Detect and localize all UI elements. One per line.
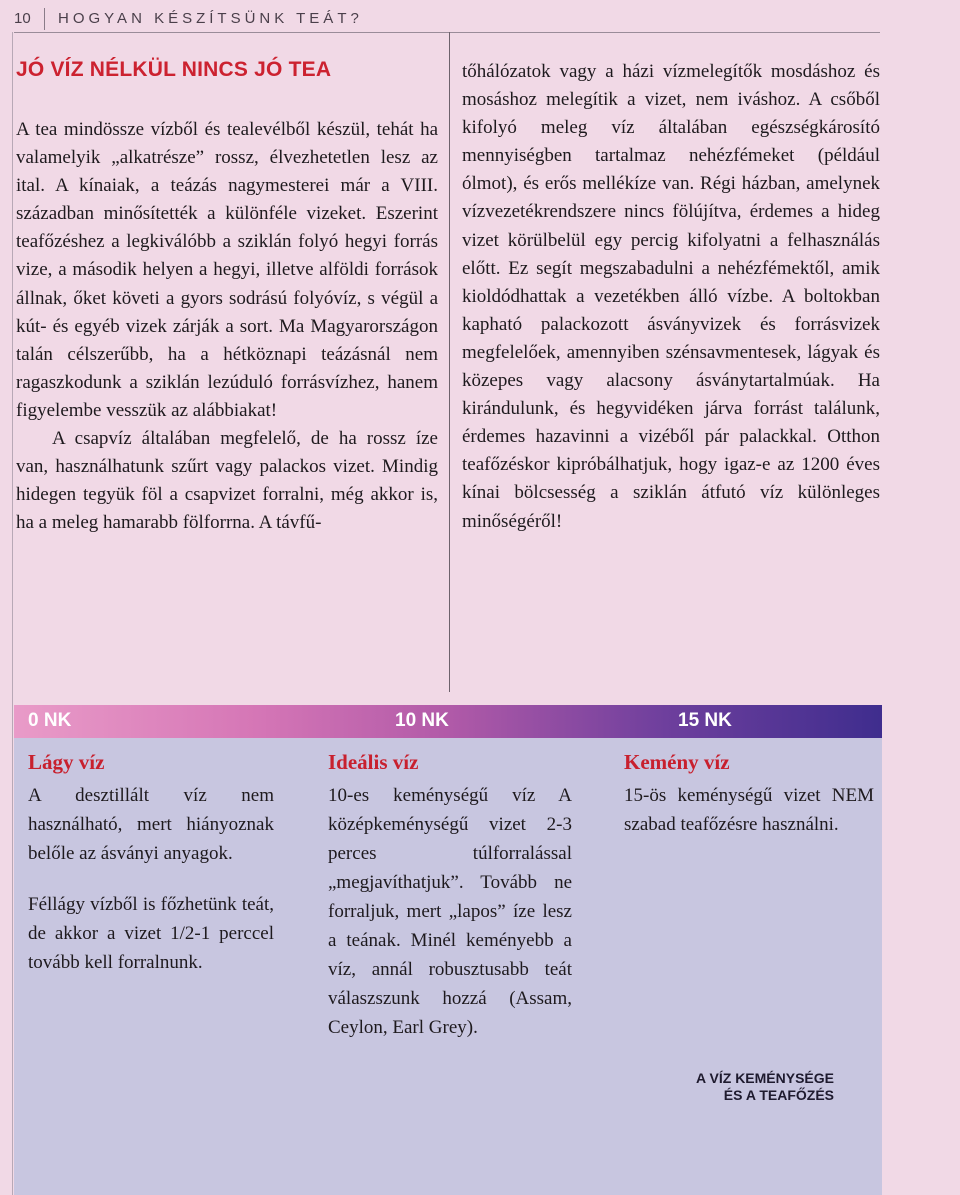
soft-water-text-1: A desztillált víz nem használható, mert hiányoznak belőle az ásványi anyagok. bbox=[28, 785, 274, 864]
margin-line bbox=[12, 32, 13, 1195]
hardness-scale-bar bbox=[14, 705, 882, 738]
left-paragraph-2: A csapvíz általában megfelelő, de ha rossz íze van, használhatunk szűrt vagy palackos vizet. Mindig hidegen tegyük föl a csapvizet forralni, még akkor is, ha a meleg hamarabb fölforrna. A távfű- bbox=[16, 428, 438, 534]
caption-line-2: ÉS A TEAFŐZÉS bbox=[723, 1087, 834, 1103]
left-column bbox=[16, 116, 438, 537]
soft-water-text-2: Féllágy vízből is főzhetünk teát, de akkor a vizet 1/2-1 perccel tovább kell forralnunk. bbox=[28, 894, 274, 973]
scale-label-10: 10 NK bbox=[395, 710, 449, 731]
soft-water-column bbox=[28, 748, 274, 977]
ideal-water-title: Ideális víz bbox=[328, 750, 419, 774]
right-paragraph: tőhálózatok vagy a házi vízmelegítők mosdáshoz és mosáshoz melegítik a vizet, nem iváshoz. A csőből kifolyó meleg víz általában egészségkárosító mennyiségben tartalmaz nehézfémeket (például ólmot), és erős mellékíze van. Régi házban, amelynek vízvezetékrendszere nincs fölújítva, érdemes a hideg vizet körülbelül egy percig kifolyatni a felhasználás előtt. Ez segít megszabadulni a nehézfémektől, amik kioldódhattak a vezetékben álló vízbe. A boltokban kapható palackozott ásványvizek és forrásvizek megfelelőek, amennyiben szénsavmentesek, lágyak és közepes vagy alacsony ásványtartalmúak. Ha kirándulunk, és hegyvidéken járva forrást találunk, érdemes hazavinni a vizéből pár palackkal. Otthon teafőzéskor kipróbálhatjuk, hogy igaz-e az 1200 éves kínai bölcsesség a sziklán átfutó víz különleges minőségéről! bbox=[462, 61, 880, 532]
column-divider bbox=[449, 32, 450, 692]
soft-water-title: Lágy víz bbox=[28, 750, 105, 774]
scale-label-15: 15 NK bbox=[678, 710, 732, 731]
section-title: HOGYAN KÉSZÍTSÜNK TEÁT? bbox=[58, 10, 363, 27]
scale-label-0: 0 NK bbox=[28, 710, 72, 731]
figure-caption bbox=[662, 1070, 834, 1104]
header-divider bbox=[44, 8, 45, 30]
right-column bbox=[462, 58, 880, 536]
ideal-water-column bbox=[328, 748, 572, 1042]
hard-water-column bbox=[624, 748, 874, 839]
page-number: 10 bbox=[14, 10, 31, 27]
hard-water-text: 15-ös keménységű vizet NEM szabad teafőzésre használni. bbox=[624, 785, 874, 835]
article-title: JÓ VÍZ NÉLKÜL NINCS JÓ TEA bbox=[16, 58, 332, 81]
caption-line-1: A VÍZ KEMÉNYSÉGE bbox=[696, 1070, 834, 1086]
ideal-water-text: 10-es keménységű víz A középkeménységű vizet 2-3 perces túlforralással „megjavíthatjuk”. Tovább ne forraljuk, mert „lapos” íze lesz a teának. Minél keményebb a víz, annál robusztusabb teát válaszszunk hozzá (Assam, Ceylon, Earl Grey). bbox=[328, 785, 572, 1038]
hard-water-title: Kemény víz bbox=[624, 750, 730, 774]
left-paragraph-1: A tea mindössze vízből és tealevélből készül, tehát ha valamelyik „alkatrésze” rossz, élvezhetetlen lesz az ital. A kínaiak, a teázás nagymesterei már a VIII. században minősítették a különféle vizeket. Eszerint teafőzéshez a legkiválóbb a sziklán folyó hegyi forrás vize, a második helyen a hegyi, illetve alföldi források állnak, őket követi a gyors sodrású folyóvíz, s végül a kút- és egyéb vizek zárják a sort. Ma Magyarországon talán célszerűbb, ha a hétköznapi teázásnál nem ragaszkodunk a sziklán lezúduló forrásvízhez, hanem figyelembe vesszük az alábbiakat! bbox=[16, 119, 438, 421]
page-header bbox=[14, 6, 880, 33]
